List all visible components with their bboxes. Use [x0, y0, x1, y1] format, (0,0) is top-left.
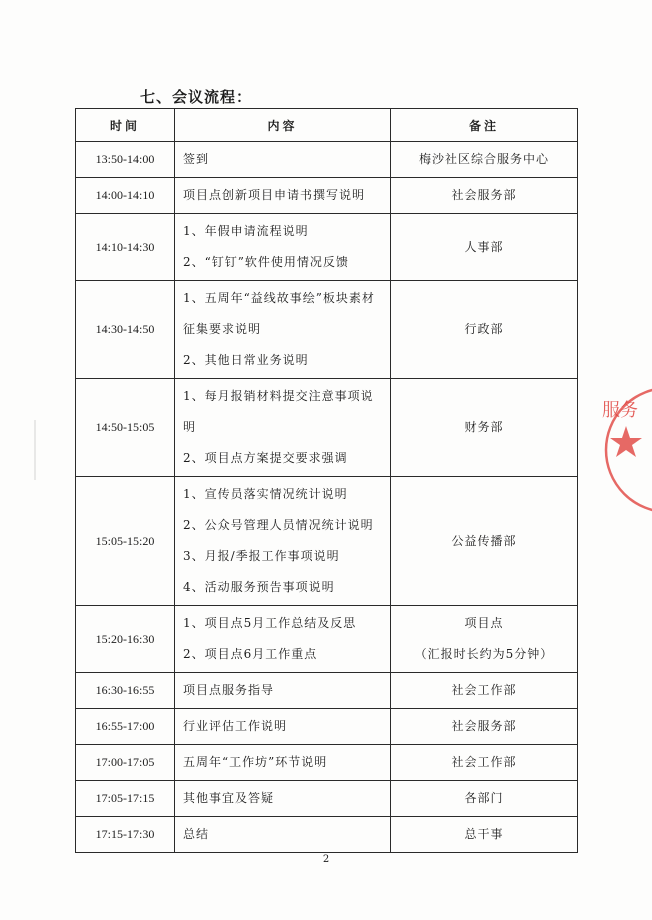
note-line: 总干事: [464, 827, 504, 841]
note-line: 财务部: [464, 420, 504, 434]
content-line: 2、其他日常业务说明: [183, 353, 309, 367]
note-cell: [391, 606, 578, 673]
content-line: 签到: [183, 152, 210, 166]
header-content: 内容: [175, 109, 391, 142]
content-cell: [175, 477, 391, 606]
note-cell: [391, 281, 578, 379]
header-note: 备注: [391, 109, 578, 142]
content-cell: [175, 178, 391, 214]
content-line: 2、项目点6月工作重点: [183, 647, 318, 661]
table-row: [76, 142, 578, 178]
note-cell: [391, 142, 578, 178]
content-line: 五周年“工作坊”环节说明: [183, 755, 328, 769]
meeting-schedule-table: [75, 108, 578, 853]
table-row: [76, 817, 578, 853]
time-cell: 14:50-15:05: [76, 379, 175, 477]
content-line: 项目点服务指导: [183, 683, 275, 697]
content-line: 1、项目点5月工作总结及反思: [183, 616, 357, 630]
note-cell: [391, 477, 578, 606]
table-row: [76, 709, 578, 745]
content-cell: [175, 781, 391, 817]
time-cell: 15:05-15:20: [76, 477, 175, 606]
content-cell: [175, 709, 391, 745]
note-cell: [391, 379, 578, 477]
note-line: 人事部: [464, 239, 504, 254]
table-row: [76, 781, 578, 817]
time-cell: 16:30-16:55: [76, 673, 175, 709]
time-cell: 15:20-16:30: [76, 606, 175, 673]
content-cell: [175, 214, 391, 281]
note-cell: [391, 745, 578, 781]
time-cell: 14:00-14:10: [76, 178, 175, 214]
note-line: 梅沙社区综合服务中心: [418, 152, 549, 166]
content-cell: [175, 142, 391, 178]
content-line: 1、年假申请流程说明: [183, 224, 309, 238]
time-cell: 13:50-14:00: [76, 142, 175, 178]
content-cell: [175, 379, 391, 477]
content-line: 1、宣传员落实情况统计说明: [183, 487, 348, 501]
table-row: [76, 606, 578, 673]
schedule-body: [76, 142, 578, 853]
note-line: 各部门: [464, 791, 504, 805]
content-line: 3、月报/季报工作事项说明: [183, 549, 340, 563]
content-line: 1、五周年“益线故事绘”板块素材: [183, 291, 375, 305]
content-cell: [175, 745, 391, 781]
table-row: [76, 214, 578, 281]
content-line: 项目点创新项目申请书撰写说明: [183, 188, 366, 202]
content-line: 2、项目点方案提交要求强调: [183, 451, 348, 465]
page-number: 2: [322, 854, 330, 865]
note-line: 社会工作部: [451, 683, 517, 697]
time-cell: 16:55-17:00: [76, 709, 175, 745]
table-row: [76, 745, 578, 781]
table-header-row: [76, 109, 578, 142]
time-cell: 17:15-17:30: [76, 817, 175, 853]
faint-bleedthrough-mark: [30, 420, 42, 480]
note-line: 行政部: [464, 322, 504, 336]
time-cell: 14:30-14:50: [76, 281, 175, 379]
content-cell: [175, 606, 391, 673]
content-line: 4、活动服务预告事项说明: [183, 580, 335, 594]
table-row: [76, 379, 578, 477]
content-line: 总结: [183, 827, 210, 841]
table-row: [76, 673, 578, 709]
content-line: 行业评估工作说明: [183, 719, 288, 733]
table-row: [76, 477, 578, 606]
note-line: 社会服务部: [451, 719, 517, 733]
note-line: （汇报时长约为5分钟）: [414, 647, 554, 661]
note-cell: [391, 781, 578, 817]
note-cell: [391, 817, 578, 853]
content-line: 2、“钉钉”软件使用情况反馈: [183, 255, 349, 269]
content-line: 征集要求说明: [183, 322, 262, 336]
note-cell: [391, 709, 578, 745]
note-line: 项目点: [464, 616, 504, 630]
note-cell: [391, 178, 578, 214]
content-cell: [175, 281, 391, 379]
content-line: 2、公众号管理人员情况统计说明: [183, 518, 374, 532]
red-seal-stamp: [598, 384, 652, 514]
section-title: 七、会议流程：: [140, 88, 253, 106]
time-cell: 17:00-17:05: [76, 745, 175, 781]
table-row: [76, 178, 578, 214]
note-line: 社会服务部: [451, 188, 517, 202]
time-cell: 14:10-14:30: [76, 214, 175, 281]
content-cell: [175, 673, 391, 709]
time-cell: 17:05-17:15: [76, 781, 175, 817]
content-line: 其他事宜及答疑: [183, 791, 275, 805]
note-cell: [391, 673, 578, 709]
table-row: [76, 281, 578, 379]
note-cell: [391, 214, 578, 281]
svg-text:服务: 服务: [602, 400, 638, 421]
content-cell: [175, 817, 391, 853]
header-time: 时间: [76, 109, 175, 142]
note-line: 公益传播部: [451, 533, 517, 548]
content-line: 1、每月报销材料提交注意事项说明: [183, 389, 374, 434]
note-line: 社会工作部: [451, 755, 517, 769]
